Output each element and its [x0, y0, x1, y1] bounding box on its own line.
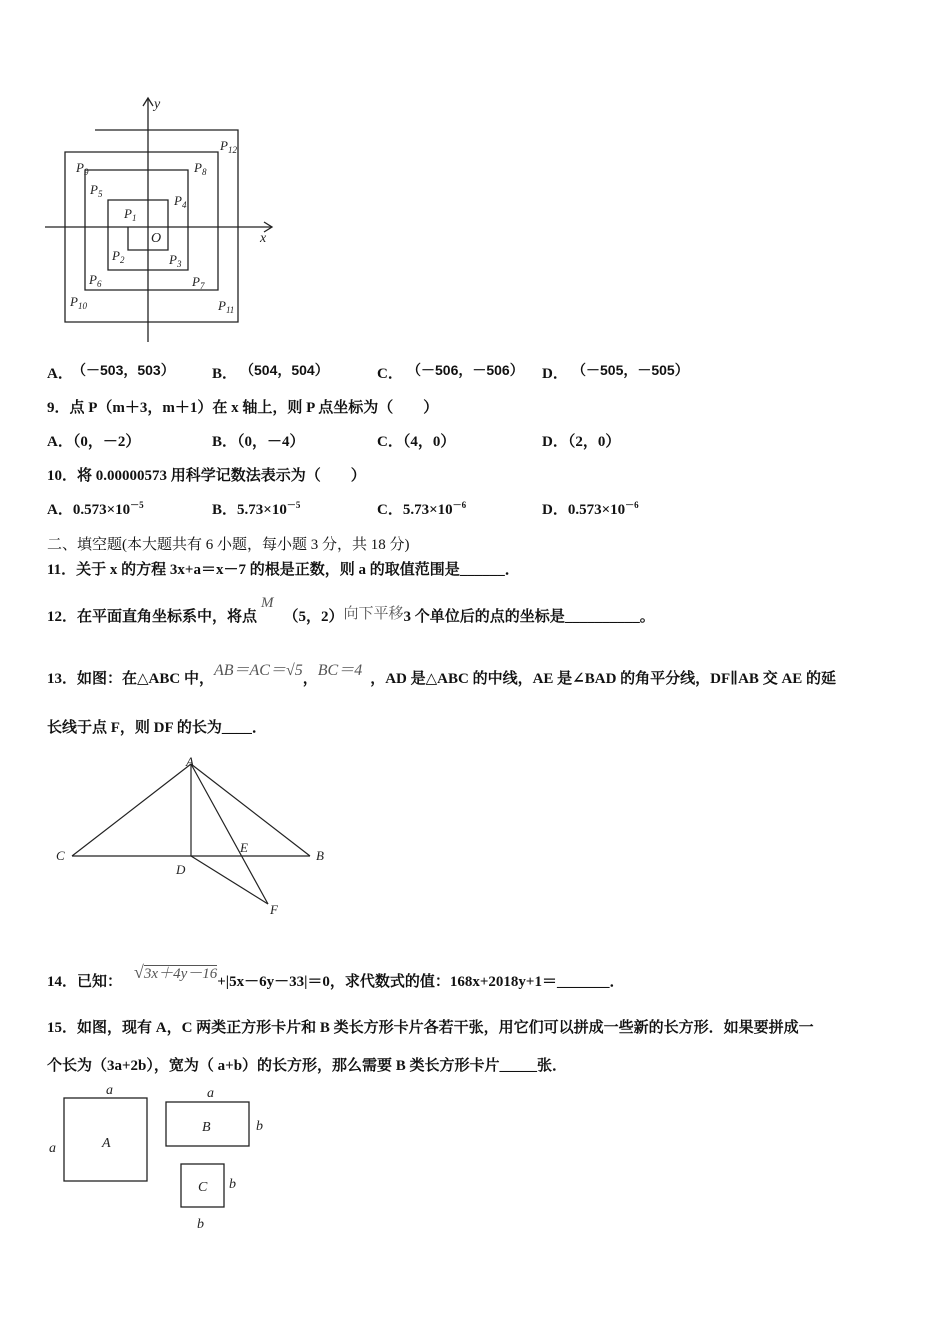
card-a-label: A	[102, 1136, 111, 1151]
q8-option-c-label: C．	[377, 366, 403, 382]
q13-line1	[47, 662, 837, 688]
q14-line	[47, 962, 625, 991]
card-c-label: C	[198, 1180, 208, 1195]
q10-stem: 10．将 0.00000573 用科学记数法表示为（ ）	[47, 468, 366, 484]
q9-stem: 9．点 P（m＋3，m＋1）在 x 轴上，则 P 点坐标为（ ）	[47, 400, 439, 416]
q8-option-a-label: A．	[47, 366, 73, 382]
q15-line1: 15．如图，现有 A，C 两类正方形卡片和 B 类长方形卡片各若干张，用它们可以拼成一些新的长方形．如果要拼成一	[47, 1020, 814, 1036]
segment-af	[191, 764, 268, 904]
spiral-path	[65, 130, 238, 322]
vertex-label-d: D	[176, 862, 186, 877]
point-label-p10: $P_{10}$	[70, 294, 87, 311]
triangle-figure	[50, 752, 340, 922]
q8-option-b: （504，504）	[240, 362, 329, 378]
card-c-bottom-side: b	[197, 1217, 204, 1232]
point-label-p3: $P_3$	[169, 252, 182, 269]
x-axis-label: x	[260, 231, 267, 246]
point-label-p4: $P_4$	[174, 193, 187, 210]
q10-option-c: C．$5.73\times 10^{-6}$	[377, 500, 467, 518]
q14-prefix: 14．已知：	[47, 974, 123, 990]
q12-suffix: 3 个单位后的点的坐标是__________。	[403, 609, 655, 625]
q11-text: 11．关于 x 的方程 3x+a＝x－7 的根是正数，则 a 的取值范围是______．	[47, 562, 520, 578]
segment-df	[191, 856, 268, 904]
segment-ca	[72, 764, 191, 856]
card-b-label: B	[202, 1120, 211, 1135]
vertex-label-f: F	[270, 902, 278, 917]
point-label-p5: $P_5$	[90, 182, 103, 199]
segment-ab	[191, 764, 310, 856]
card-a-top-side: a	[106, 1083, 113, 1098]
q8-option-c: （－506，－506）	[407, 362, 524, 378]
q13-prefix: 13．如图：在△ABC 中，	[47, 671, 214, 687]
q12-line	[47, 595, 655, 626]
vertex-label-b: B	[316, 848, 324, 863]
q14-radical-sign: √	[134, 962, 144, 982]
q9-option-c: C．（4，0）	[377, 434, 456, 450]
q8-option-d-label: D．	[542, 366, 568, 382]
q10-option-a: A．$0.573\times 10^{-5}$	[47, 500, 144, 518]
spiral-figure	[40, 92, 290, 350]
vertex-label-e: E	[240, 840, 248, 855]
point-label-p6: $P_6$	[89, 272, 102, 289]
point-label-p7: $P_7$	[192, 274, 205, 291]
point-label-p1: $P_1$	[124, 206, 137, 223]
q12-prefix: 12．在平面直角坐标系中，将点	[47, 609, 258, 625]
q12-move: 向下平移	[343, 606, 404, 622]
q13-eq2: BC＝4	[317, 662, 363, 679]
section-heading: 二、填空题(本大题共有 6 小题，每小题 3 分，共 18 分)	[47, 537, 410, 553]
q10-option-b: B．$5.73\times 10^{-5}$	[212, 500, 301, 518]
point-label-p8: $P_8$	[194, 160, 207, 177]
point-label-p9: $P_9$	[76, 160, 89, 177]
y-axis-label: y	[154, 97, 161, 112]
q8-option-d: （－505，－505）	[572, 362, 689, 378]
point-label-p11: $P_{11}$	[218, 298, 235, 315]
q15-line2: 个长为（3a+2b），宽为（ a+b）的长方形，那么需要 B 类长方形卡片_____张．	[47, 1058, 568, 1074]
card-b-top-side: a	[207, 1086, 214, 1101]
q13-line2: 长线于点 F，则 DF 的长为____．	[47, 720, 267, 736]
q8-option-a: （－503，503）	[72, 362, 175, 378]
point-label-p12: $P_{12}$	[220, 138, 237, 155]
q9-option-a: A．（0，－2）	[47, 434, 141, 450]
cards-figure	[40, 1078, 290, 1238]
card-a-left-side: a	[49, 1141, 56, 1156]
q13-comma: ，	[302, 671, 318, 687]
q13-suffix: ，AD 是△ABC 的中线，AE 是∠BAD 的角平分线，DF∥AB 交 AE 的延	[370, 671, 837, 687]
vertex-label-c: C	[56, 848, 65, 863]
q8-option-b-label: B．	[212, 366, 238, 382]
q14-radical: 3x＋4y－16	[143, 966, 218, 982]
q14-suffix: +|5x－6y－33|＝0，求代数式的值：168x+2018y+1＝_______．	[217, 974, 625, 990]
card-b-right-side: b	[256, 1119, 263, 1134]
q10-option-d: D．$0.573\times 10^{-6}$	[542, 500, 639, 518]
point-label-p2: $P_2$	[112, 248, 125, 265]
q9-option-b: B．（0，－4）	[212, 434, 305, 450]
card-c-right-side: b	[229, 1177, 236, 1192]
q12-point: M	[261, 595, 274, 611]
q13-eq1: AB＝AC＝√5	[213, 662, 303, 679]
origin-label: O	[151, 231, 162, 246]
q9-option-d: D．（2，0）	[542, 434, 621, 450]
vertex-label-a: A	[186, 754, 194, 769]
q12-coords: （5，2）	[283, 609, 344, 625]
